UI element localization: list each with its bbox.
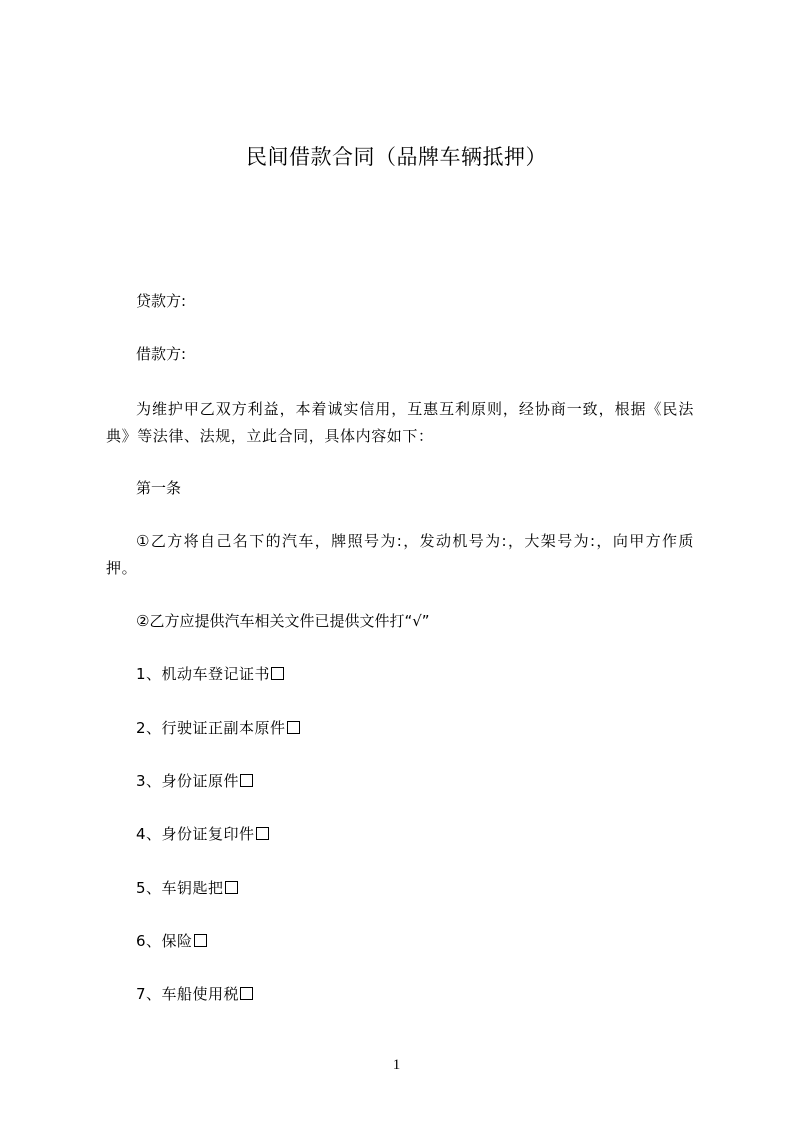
checklist-item bbox=[136, 877, 238, 899]
checklist-item bbox=[136, 823, 269, 845]
checklist-item bbox=[136, 770, 253, 792]
checklist-item-label: 7、车船使用税 bbox=[136, 985, 240, 1003]
checklist-item bbox=[136, 930, 207, 952]
checklist-item bbox=[136, 983, 253, 1005]
empty-checkbox-icon bbox=[225, 881, 238, 894]
checklist-item-label: 6、保险 bbox=[136, 932, 193, 950]
empty-checkbox-icon bbox=[271, 667, 284, 680]
empty-checkbox-icon bbox=[240, 987, 253, 1000]
checklist-item bbox=[136, 717, 300, 739]
checklist-item bbox=[136, 663, 284, 685]
checklist-item-label: 4、身份证复印件 bbox=[136, 825, 255, 843]
empty-checkbox-icon bbox=[194, 934, 207, 947]
checklist-item-label: 5、车钥匙把 bbox=[136, 879, 224, 897]
clause-1-paragraph: ①乙方将自己名下的汽车，牌照号为:，发动机号为:，大架号为:，向甲方作质押。 bbox=[106, 532, 694, 577]
checklist-item-label: 3、身份证原件 bbox=[136, 772, 240, 790]
empty-checkbox-icon bbox=[287, 721, 300, 734]
checklist-item-label: 1、机动车登记证书 bbox=[136, 665, 271, 683]
lender-label: 贷款方: bbox=[136, 292, 187, 310]
borrower-label: 借款方: bbox=[136, 345, 187, 363]
empty-checkbox-icon bbox=[240, 774, 253, 787]
article-1-heading: 第一条 bbox=[136, 479, 182, 497]
document-title: 民间借款合同（品牌车辆抵押） bbox=[246, 145, 547, 169]
page-number: 1 bbox=[392, 1057, 401, 1073]
empty-checkbox-icon bbox=[256, 827, 269, 840]
clause-2-paragraph: ②乙方应提供汽车相关文件已提供文件打“√” bbox=[136, 612, 430, 630]
intro-paragraph: 为维护甲乙双方利益，本着诚实信用，互惠互利原则，经协商一致，根据《民法典》等法律、法规，立此合同，具体内容如下： bbox=[106, 400, 694, 445]
checklist-item-label: 2、行驶证正副本原件 bbox=[136, 719, 286, 737]
